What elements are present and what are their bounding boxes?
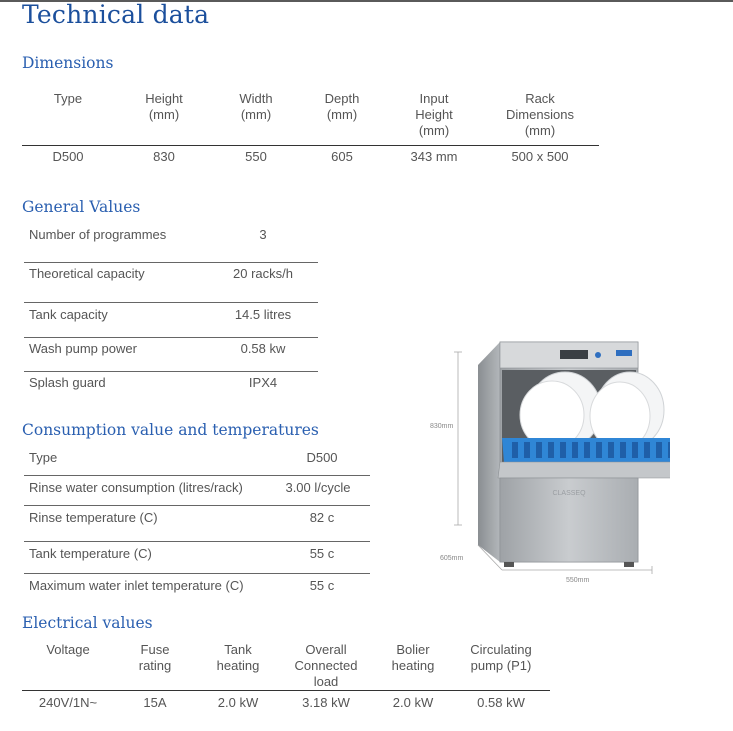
- row-divider: [24, 541, 370, 542]
- display-icon: [560, 350, 588, 359]
- electrical-heading: Electrical values: [22, 614, 153, 632]
- row-divider: [24, 337, 318, 338]
- general-label: Splash guard: [29, 375, 106, 390]
- row-divider: [24, 505, 370, 506]
- dim-cell-type: D500: [52, 149, 84, 164]
- dim-header-height: Height (mm): [145, 91, 183, 122]
- row-divider: [24, 371, 318, 372]
- power-button-icon: [595, 352, 601, 358]
- consumption-label: Rinse water consumption (litres/rack): [29, 480, 243, 495]
- row-divider: [24, 573, 370, 574]
- dim-header-rule: [22, 145, 599, 146]
- consumption-value: D500: [306, 450, 338, 465]
- general-value: IPX4: [248, 375, 278, 390]
- general-value: 20 racks/h: [233, 266, 293, 281]
- elec-cell-circulating-pump: 0.58 kW: [477, 695, 525, 710]
- depth-label: 605mm: [440, 555, 464, 562]
- elec-cell-boiler-heating: 2.0 kW: [392, 695, 434, 710]
- dim-header-input-height: Input Height (mm): [415, 91, 453, 138]
- machine-side: [478, 342, 500, 562]
- elec-header-tank-heating: Tank heating: [216, 642, 260, 673]
- dim-cell-rack: 500 x 500: [511, 149, 569, 164]
- consumption-value: 3.00 l/cycle: [285, 480, 351, 495]
- elec-header-circulating-pump: Circulating pump (P1): [470, 642, 532, 673]
- elec-cell-overall-load: 3.18 kW: [302, 695, 350, 710]
- general-heading: General Values: [22, 198, 141, 216]
- general-label: Wash pump power: [29, 341, 137, 356]
- foot-icon: [624, 562, 634, 567]
- consumption-value: 55 c: [309, 546, 335, 561]
- brand-badge-icon: [616, 350, 632, 356]
- dimensions-heading: Dimensions: [22, 54, 114, 72]
- elec-cell-tank-heating: 2.0 kW: [217, 695, 259, 710]
- general-label: Number of programmes: [29, 227, 167, 242]
- open-door: [498, 462, 670, 478]
- dim-cell-height: 830: [153, 149, 175, 164]
- dim-header-type: Type: [53, 91, 83, 106]
- elec-header-rule: [22, 690, 550, 691]
- height-label: 830mm: [430, 423, 454, 430]
- elec-cell-fuse: 15A: [143, 695, 167, 710]
- consumption-value: 55 c: [309, 578, 335, 593]
- dishwasher-image: [420, 330, 670, 590]
- dim-cell-depth: 605: [331, 149, 353, 164]
- width-label: 550mm: [566, 577, 590, 584]
- elec-header-fuse: Fuse rating: [138, 642, 172, 673]
- consumption-value: 82 c: [309, 510, 335, 525]
- general-value: 0.58 kw: [240, 341, 286, 356]
- elec-header-overall-load: Overall Connected load: [294, 642, 358, 689]
- consumption-label: Rinse temperature (C): [29, 510, 158, 525]
- row-divider: [24, 475, 370, 476]
- brand-logo: CLASSEQ: [552, 490, 586, 497]
- elec-header-boiler-heating: Bolier heating: [391, 642, 435, 673]
- consumption-label: Type: [29, 450, 58, 465]
- dim-header-depth: Depth (mm): [324, 91, 360, 122]
- dim-header-width: Width (mm): [239, 91, 273, 122]
- row-divider: [24, 262, 318, 263]
- dim-cell-input-height: 343 mm: [410, 149, 458, 164]
- dim-header-rack: Rack Dimensions (mm): [506, 91, 574, 138]
- general-label: Tank capacity: [29, 307, 108, 322]
- general-value: 3: [259, 227, 267, 242]
- consumption-label: Tank temperature (C): [29, 546, 152, 561]
- elec-cell-voltage: 240V/1N~: [38, 695, 98, 710]
- consumption-label: Maximum water inlet temperature (C): [29, 578, 244, 593]
- page-title: Technical data: [22, 0, 210, 29]
- general-label: Theoretical capacity: [29, 266, 145, 281]
- foot-icon: [504, 562, 514, 567]
- consumption-heading: Consumption value and temperatures: [22, 421, 319, 439]
- dishwasher-drawing: [420, 330, 670, 590]
- dim-cell-width: 550: [245, 149, 267, 164]
- general-value: 14.5 litres: [234, 307, 292, 322]
- row-divider: [24, 302, 318, 303]
- elec-header-voltage: Voltage: [46, 642, 90, 657]
